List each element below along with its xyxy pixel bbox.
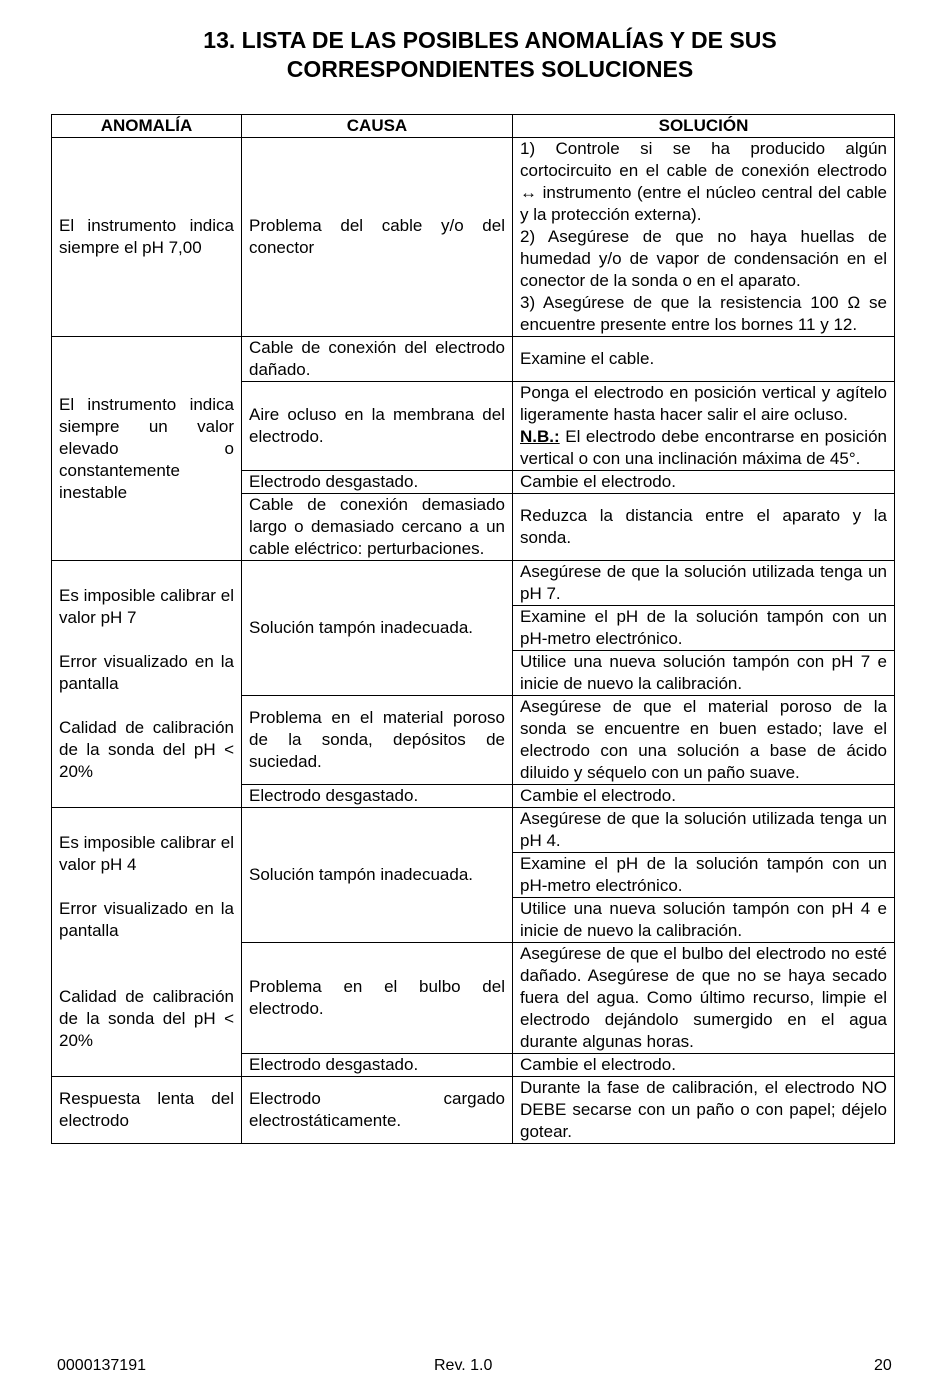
anomaly-cell: Respuesta lenta del electrodo <box>52 1077 242 1144</box>
solution-cell: Utilice una nueva solución tampón con pH 7 e inicie de nuevo la calibración. <box>513 651 895 696</box>
anomaly-cell: El instrumento indica siempre el pH 7,00 <box>52 138 242 337</box>
table-row <box>52 138 895 337</box>
cause-cell: Electrodo desgastado. <box>242 1054 513 1077</box>
solution-cell: Examine el pH de la solución tampón con un pH-metro electrónico. <box>513 853 895 898</box>
solution-step-2: 2) Asegúrese de que no haya huellas de humedad y/o de vapor de condensación en el conector de la sonda o en el aparato. <box>520 227 887 290</box>
anomaly-line: Calidad de calibración de la sonda del pH < 20% <box>59 987 234 1050</box>
solution-cell: Durante la fase de calibración, el electrodo NO DEBE secarse con un paño o con papel; déjelo gotear. <box>513 1077 895 1144</box>
header-solution: SOLUCIÓN <box>513 115 895 138</box>
cause-cell: Problema del cable y/o del conector <box>242 138 513 337</box>
anomaly-line: Es imposible calibrar el valor pH 4 <box>59 833 234 874</box>
anomaly-line: Es imposible calibrar el valor pH 7 <box>59 586 234 627</box>
solution-cell: Asegúrese de que el material poroso de la sonda se encuentre en buen estado; lave el electrodo con una solución a base de ácido diluido y séquelo con un paño suave. <box>513 696 895 785</box>
footer-document-code: 0000137191 <box>57 1357 146 1374</box>
solution-text: Ponga el electrodo en posición vertical y agítelo ligeramente hasta hacer salir el aire ocluso. <box>520 383 887 424</box>
cause-cell: Solución tampón inadecuada. <box>242 561 513 696</box>
cause-cell: Problema en el bulbo del electrodo. <box>242 943 513 1054</box>
anomaly-cell <box>52 808 242 1077</box>
anomaly-cell: El instrumento indica siempre un valor elevado o constantemente inestable <box>52 337 242 561</box>
anomaly-line: Calidad de calibración de la sonda del pH < 20% <box>59 718 234 781</box>
solution-cell: Cambie el electrodo. <box>513 471 895 494</box>
anomaly-cell <box>52 561 242 808</box>
footer-page-number: 20 <box>874 1357 892 1374</box>
header-cause: CAUSA <box>242 115 513 138</box>
solution-cell: Cambie el electrodo. <box>513 785 895 808</box>
solution-cell: Examine el cable. <box>513 337 895 382</box>
table-row <box>52 561 895 606</box>
table-row <box>52 1077 895 1144</box>
cause-cell: Problema en el material poroso de la sonda, depósitos de suciedad. <box>242 696 513 785</box>
cause-cell: Electrodo desgastado. <box>242 471 513 494</box>
anomaly-line: Error visualizado en la pantalla <box>59 899 234 940</box>
solution-cell: Cambie el electrodo. <box>513 1054 895 1077</box>
table-header-row <box>52 115 895 138</box>
table-row <box>52 337 895 382</box>
cause-cell: Cable de conexión demasiado largo o demasiado cercano a un cable eléctrico: perturbaciones. <box>242 494 513 561</box>
cause-cell: Cable de conexión del electrodo dañado. <box>242 337 513 382</box>
solution-cell: Asegúrese de que el bulbo del electrodo no esté dañado. Asegúrese de que no se haya secado fuera del agua. Como último recurso, limpie el electrodo dejándolo sumergido en el agua durante algunas horas. <box>513 943 895 1054</box>
footer-revision: Rev. 1.0 <box>434 1357 493 1374</box>
troubleshooting-table <box>51 114 895 1144</box>
nb-label: N.B.: <box>520 427 560 446</box>
cause-cell: Electrodo cargado electrostáticamente. <box>242 1077 513 1144</box>
solution-cell: Examine el pH de la solución tampón con un pH-metro electrónico. <box>513 606 895 651</box>
solution-cell: Asegúrese de que la solución utilizada tenga un pH 4. <box>513 808 895 853</box>
title-line-1: 13. LISTA DE LAS POSIBLES ANOMALÍAS Y DE SUS <box>203 27 777 53</box>
cause-cell: Solución tampón inadecuada. <box>242 808 513 943</box>
title-line-2: CORRESPONDIENTES SOLUCIONES <box>286 56 694 82</box>
solution-cell: Asegúrese de que la solución utilizada tenga un pH 7. <box>513 561 895 606</box>
solution-cell: Reduzca la distancia entre el aparato y la sonda. <box>513 494 895 561</box>
solution-step-1: 1) Controle si se ha producido algún cortocircuito en el cable de conexión electrodo ↔ instrumento (entre el núcleo central del cable y la protección externa). <box>520 139 887 224</box>
header-anomaly: ANOMALÍA <box>52 115 242 138</box>
table-row <box>52 808 895 853</box>
cause-cell: Electrodo desgastado. <box>242 785 513 808</box>
anomaly-line: Error visualizado en la pantalla <box>59 652 234 693</box>
solution-cell <box>513 382 895 471</box>
solution-step-3: 3) Asegúrese de que la resistencia 100 Ω se encuentre presente entre los bornes 11 y 12. <box>520 293 887 334</box>
nb-text: El electrodo debe encontrarse en posición vertical o con una inclinación máxima de 45°. <box>520 427 887 468</box>
cause-cell: Aire ocluso en la membrana del electrodo. <box>242 382 513 471</box>
solution-cell <box>513 138 895 337</box>
solution-cell: Utilice una nueva solución tampón con pH 4 e inicie de nuevo la calibración. <box>513 898 895 943</box>
page-title <box>0 26 950 84</box>
